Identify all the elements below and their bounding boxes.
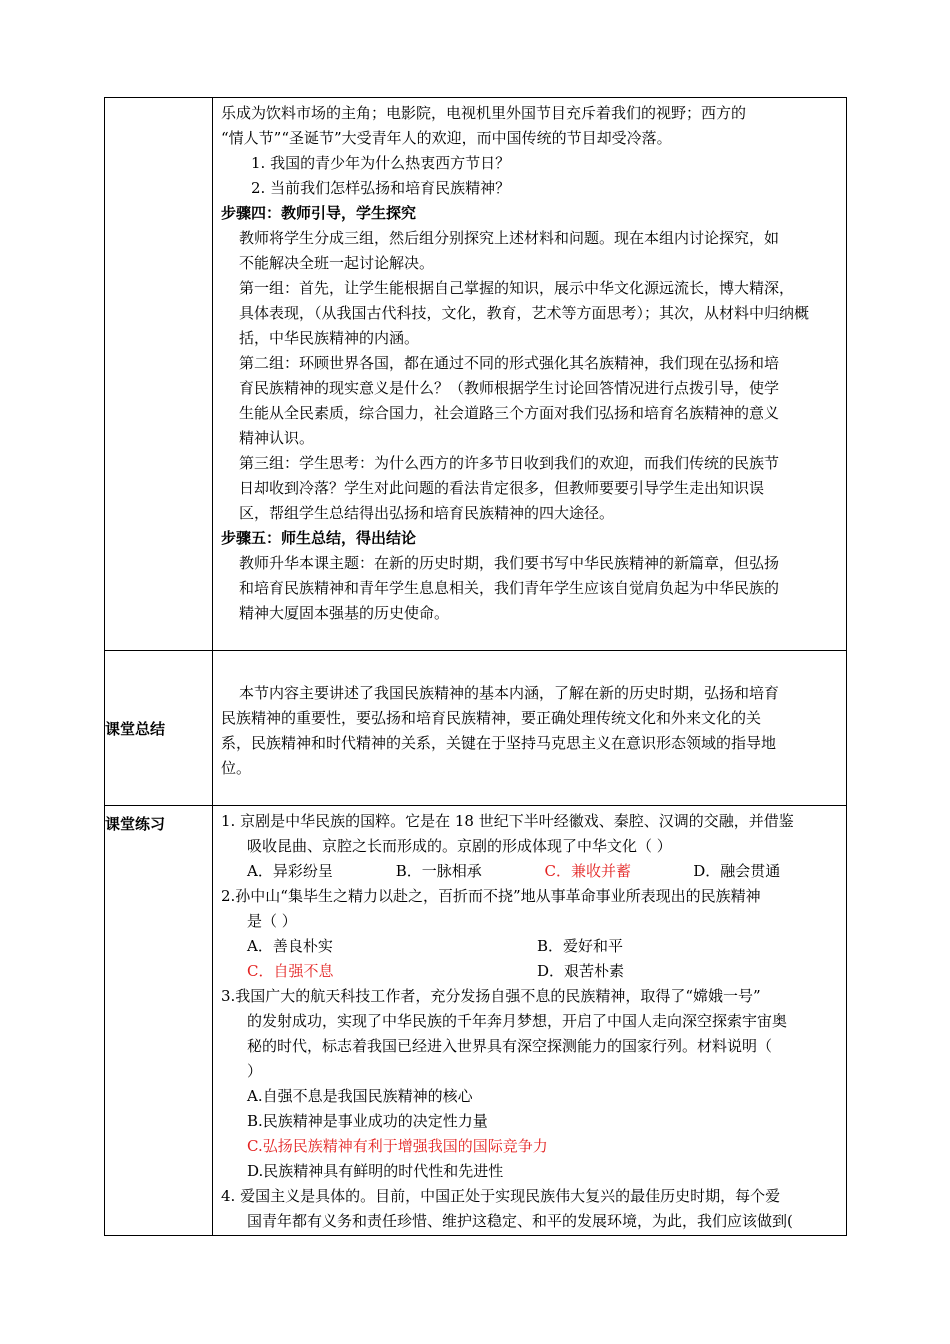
exercise-q2-line: 2.孙中山“集毕生之精力以赴之，百折而不挠”地从事革命事业所表现出的民族精神: [221, 887, 761, 905]
option-b: B．一脉相承: [395, 862, 482, 880]
exercise-q1-options: [221, 859, 842, 884]
summary-line: 民族精神的重要性，要弘扬和培育民族精神，要正确处理传统文化和外来文化的关: [221, 709, 762, 727]
exercise-q4-line: 国青年都有义务和责任珍惜、维护这稳定、和平的发展环境，为此，我们应该做到(: [247, 1212, 793, 1230]
step4-line: 括，中华民族精神的内涵。: [239, 329, 420, 347]
summary-line: 位。: [221, 759, 252, 777]
material-line: 乐成为饮料市场的主角；电影院，电视机里外国节目充斥着我们的视野；西方的: [221, 104, 747, 122]
step4-line: 第二组：环顾世界各国，都在通过不同的形式强化其名族精神，我们现在弘扬和培: [239, 354, 780, 372]
exercise-q3-line: ）: [247, 1062, 263, 1080]
exercise-q1-line: 吸收昆曲、京腔之长而形成的。京剧的形成体现了中华文化（ ）: [247, 837, 672, 855]
exercise-q1-line: 1. 京剧是中华民族的国粹。它是在 18 世纪下半叶经徽戏、秦腔、汉调的交融，并借鉴: [221, 812, 794, 830]
exercise-q3-line: 的发射成功，实现了中华民族的千年奔月梦想，开启了中国人走向深空探索宇宙奥: [247, 1012, 788, 1030]
class-summary-label: 课堂总结: [105, 651, 213, 806]
exercise-q4-line: 4. 爱国主义是具体的。目前，中国正处于实现民族伟大复兴的最佳历史时期，每个爱: [221, 1187, 781, 1205]
question-item: 2. 当前我们怎样弘扬和培育民族精神？: [251, 179, 511, 197]
material-line: “情人节”“圣诞节”大受青年人的欢迎，而中国传统的节目却受冷落。: [221, 129, 672, 147]
step4-line: 区，帮组学生总结得出弘扬和培育民族精神的四大途径。: [239, 504, 615, 522]
class-exercise-label: 课堂练习: [105, 806, 213, 1236]
summary-line: 系，民族精神和时代精神的关系，关键在于坚持马克思主义在意识形态领域的指导地: [221, 734, 777, 752]
class-exercise-content: [213, 806, 847, 1236]
class-exercise-row: [105, 806, 847, 1236]
step4-line: 第一组：首先，让学生能根据自己掌握的知识，展示中华文化源远流长，博大精深，: [239, 279, 795, 297]
teaching-process-row: [105, 98, 847, 651]
step4-line: 育民族精神的现实意义是什么？（教师根据学生讨论回答情况进行点拨引导，使学: [239, 379, 780, 397]
step4-line: 教师将学生分成三组，然后组分别探究上述材料和问题。现在本组内讨论探究，如: [239, 229, 780, 247]
teaching-process-content: [213, 98, 847, 651]
step4-line: 生能从全民素质，综合国力，社会道路三个方面对我们弘扬和培育名族精神的意义: [239, 404, 780, 422]
option-b: B.民族精神是事业成功的决定性力量: [247, 1112, 488, 1130]
exercise-q3-line: 3.我国广大的航天科技工作者，充分发扬自强不息的民族精神，取得了“嫦娥一号”: [221, 987, 761, 1005]
exercise-q3-line: 秘的时代，标志着我国已经进入世界具有深空探测能力的国家行列。材料说明（: [247, 1037, 773, 1055]
step5-heading: 步骤五：师生总结，得出结论: [221, 529, 417, 547]
row1-label-cell: [105, 98, 213, 651]
option-a: A．异彩纷呈: [247, 862, 333, 880]
step4-line: 不能解决全班一起讨论解决。: [239, 254, 435, 272]
step4-line: 具体表现，（从我国古代科技，文化，教育，艺术等方面思考）；其次，从材料中归纳概: [239, 304, 810, 322]
class-summary-row: [105, 651, 847, 806]
option-b: B．爱好和平: [537, 937, 624, 955]
exercise-q2-line: 是（ ）: [247, 912, 297, 930]
step5-line: 教师升华本课主题：在新的历史时期，我们要书写中华民族精神的新篇章，但弘扬: [239, 554, 780, 572]
option-d: D．融会贯通: [693, 862, 781, 880]
step5-line: 精神大厦固本强基的历史使命。: [239, 604, 450, 622]
class-summary-content: [213, 651, 847, 806]
option-a: A.自强不息是我国民族精神的核心: [247, 1087, 473, 1105]
question-item: 1. 我国的青少年为什么热衷西方节日？: [251, 154, 511, 172]
summary-line: 本节内容主要讲述了我国民族精神的基本内涵，了解在新的历史时期，弘扬和培育: [239, 684, 780, 702]
option-d: D.民族精神具有鲜明的时代性和先进性: [247, 1162, 504, 1180]
lesson-plan-table: [104, 97, 847, 1236]
exercise-q2-options-row1: [221, 934, 842, 959]
step4-line: 精神认识。: [239, 429, 315, 447]
option-c-answer: C．兼收并蓄: [544, 862, 631, 880]
step4-line: 日却收到冷落？学生对此问题的看法肯定很多，但教师要要引导学生走出知识误: [239, 479, 765, 497]
step4-line: 第三组：学生思考：为什么西方的许多节日收到我们的欢迎，而我们传统的民族节: [239, 454, 780, 472]
option-c-answer: C．自强不息: [247, 962, 334, 980]
step5-line: 和培育民族精神和青年学生息息相关，我们青年学生应该自觉肩负起为中华民族的: [239, 579, 780, 597]
option-c-answer: C.弘扬民族精神有利于增强我国的国际竞争力: [247, 1137, 548, 1155]
option-d: D．艰苦朴素: [537, 962, 625, 980]
option-a: A．善良朴实: [247, 937, 333, 955]
exercise-q2-options-row2: [221, 959, 842, 984]
step4-heading: 步骤四：教师引导，学生探究: [221, 204, 417, 222]
